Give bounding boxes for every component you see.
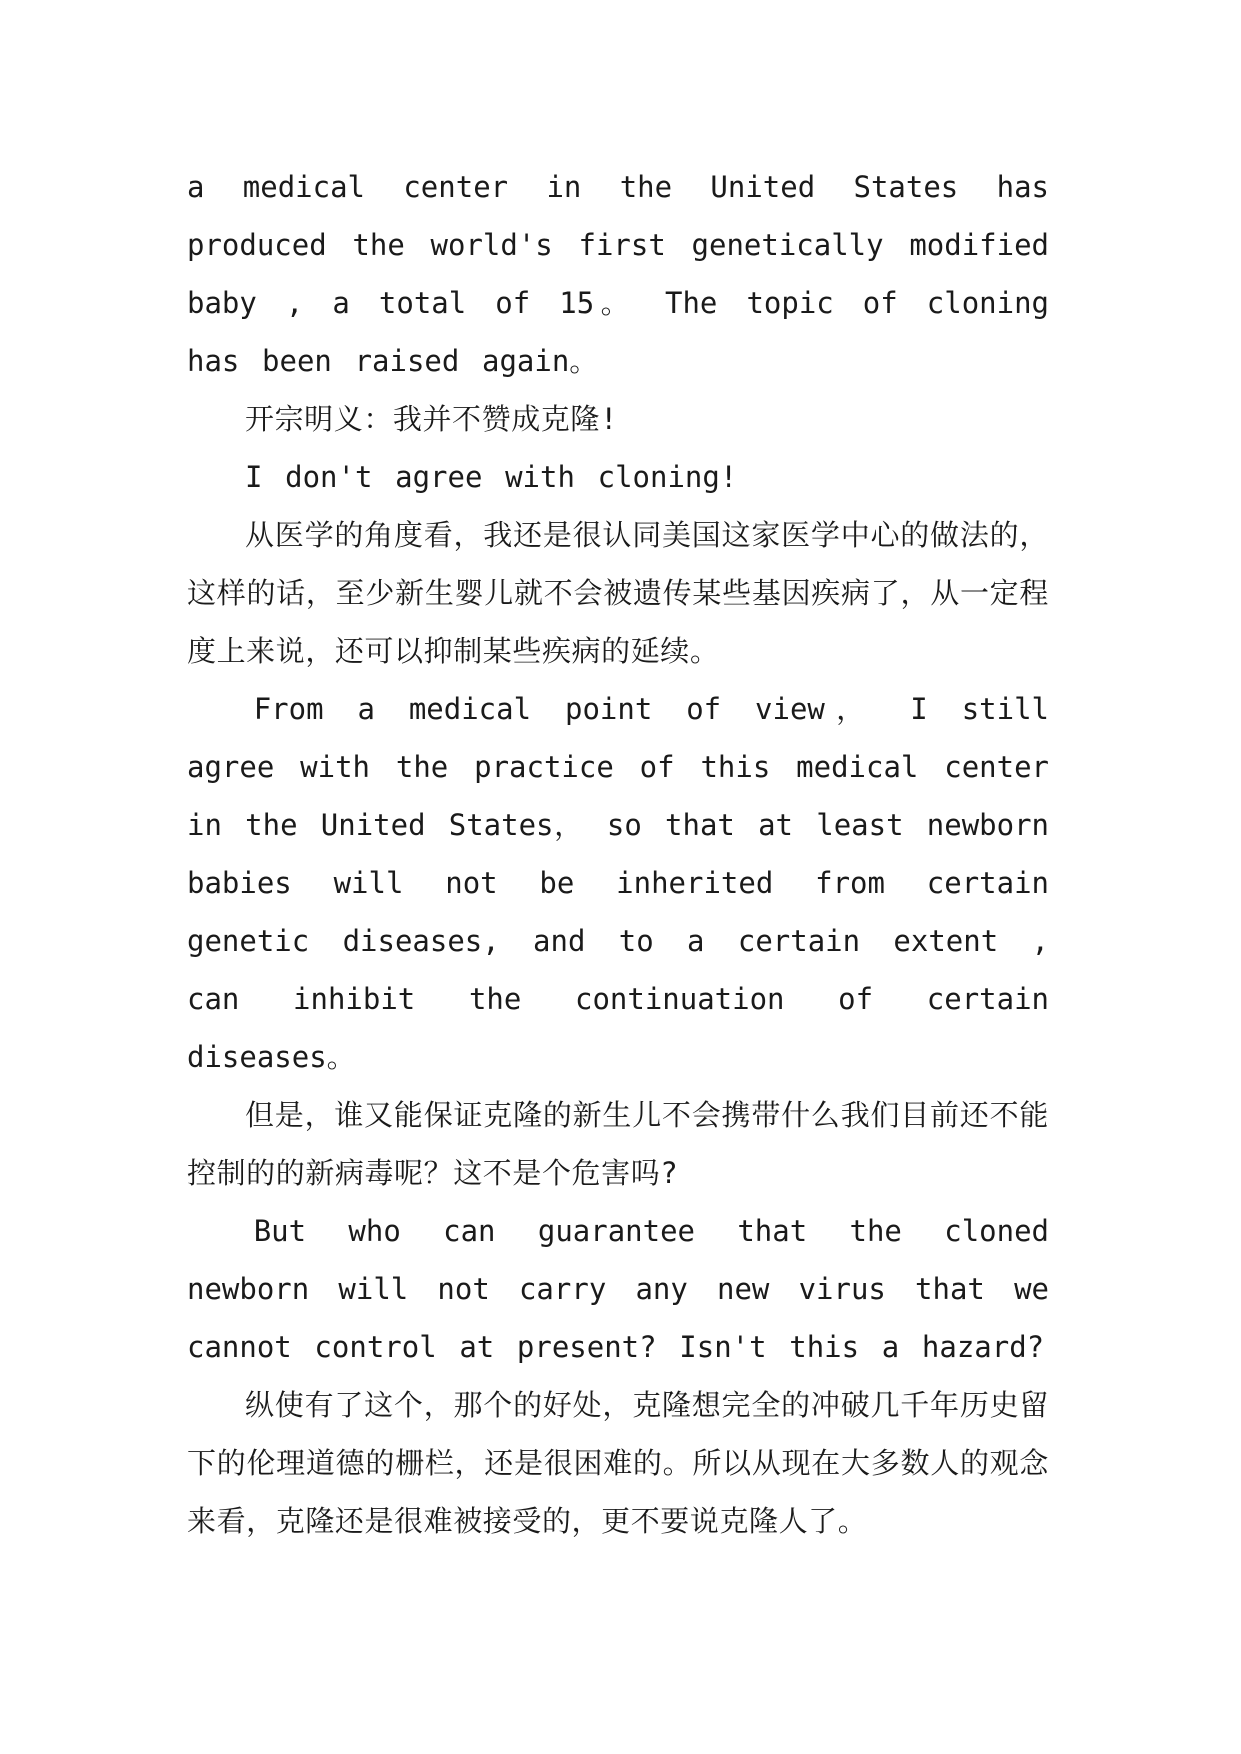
paragraph-thesis-english: I don't agree with cloning! [245, 460, 738, 494]
paragraph-ethics-chinese: 纵使有了这个，那个的好处，克隆想完全的冲破几千年历史留下的伦理道德的栅栏，还是很困难的。所以从现在大多数人的观念来看，克隆还是很难被接受的，更不要说克隆人了。 [187, 1388, 1049, 1538]
paragraph-medical-view-english: From a medical point of view， I still agree with the practice of this medical center in the United States， so that at least newborn babies will not be inherited from certain genetic diseases, and to a certain extent , can inhibit the continuation of certain diseases。 [187, 692, 1049, 1074]
paragraph-virus-risk-english: But who can guarantee that the cloned newborn will not carry any new virus that we cannot control at present? Isn't this a hazard? [187, 1214, 1049, 1364]
document-body [187, 158, 1049, 1550]
paragraph-thesis-chinese: 开宗明义：我并不赞成克隆! [245, 402, 618, 436]
paragraph-virus-risk-chinese: 但是，谁又能保证克隆的新生儿不会携带什么我们目前还不能控制的的新病毒呢？这不是个危害吗? [187, 1098, 1049, 1190]
paragraph-medical-view-chinese: 从医学的角度看，我还是很认同美国这家医学中心的做法的，这样的话，至少新生婴儿就不会被遗传某些基因疾病了，从一定程度上来说，还可以抑制某些疾病的延续。 [187, 518, 1049, 668]
paragraph-intro-english: a medical center in the United States has produced the world's first genetically modified baby , a total of 15。 The topic of cloning has been raised again。 [187, 170, 1049, 378]
